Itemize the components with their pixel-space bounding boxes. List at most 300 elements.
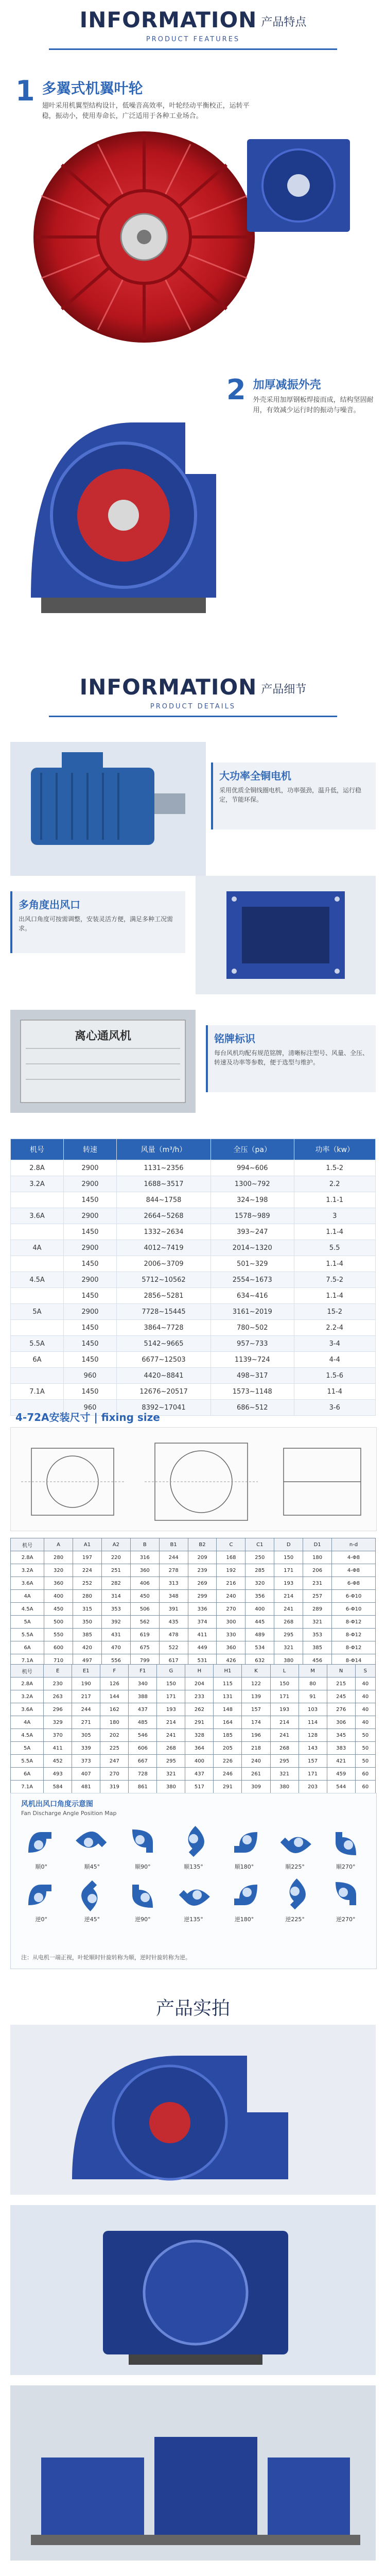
dimension-cell: 517 — [185, 1781, 214, 1793]
feature-1-desc: 翅叶采用机翼型结构设计，低噪音高效率，叶轮经动平衡校正，运转平稳，振动小，使用寿命长，广泛适用于各种工业场合。 — [42, 102, 250, 120]
perf-header-model: 机号 — [11, 1139, 64, 1160]
dimension-cell: 456 — [303, 1654, 332, 1667]
dimension-cell: 584 — [44, 1781, 72, 1793]
performance-cell: 2.2 — [294, 1176, 376, 1192]
dimension-cell: 400 — [185, 1755, 214, 1768]
fan-illustration-small — [226, 129, 376, 242]
dimension-cell: 185 — [214, 1729, 242, 1742]
dimension-cell: 217 — [72, 1690, 100, 1703]
features-header-title-cn: 产品特点 — [261, 15, 307, 29]
fan-orientation-icon — [176, 1877, 212, 1913]
performance-cell: 324~198 — [211, 1192, 294, 1208]
orientation-item — [270, 1877, 321, 1923]
performance-row — [11, 1320, 376, 1336]
performance-row — [11, 1160, 376, 1176]
outlet-illustration — [196, 876, 376, 994]
performance-cell: 3 — [294, 1208, 376, 1224]
performance-cell: 2900 — [64, 1240, 117, 1256]
dimension-cell: 345 — [327, 1729, 355, 1742]
dimension-header-cell: K — [242, 1665, 270, 1677]
dimension-cell: 205 — [214, 1742, 242, 1755]
fixing-size-title: 4-72A安装尺寸 | fixing size — [15, 1411, 160, 1423]
performance-cell: 994~606 — [211, 1160, 294, 1176]
dimension-cell: 271 — [72, 1716, 100, 1729]
performance-cell: 501~329 — [211, 1256, 294, 1272]
dimension-cell: 6A — [11, 1641, 44, 1654]
orientation-label: 逆45° — [84, 1916, 100, 1923]
dimension-cell: 340 — [129, 1677, 157, 1690]
dimension-cell: 250 — [245, 1551, 274, 1564]
dimension-cell: 240 — [242, 1755, 270, 1768]
perf-header-power: 功率（kw） — [294, 1139, 376, 1160]
dimension-cell: 143 — [299, 1742, 327, 1755]
dimension-cell: 40 — [355, 1703, 375, 1716]
dimension-cell: 103 — [299, 1703, 327, 1716]
performance-cell — [11, 1224, 64, 1240]
performance-cell: 844~1758 — [117, 1192, 211, 1208]
orientation-label: 顺270° — [336, 1863, 356, 1870]
dimension-cell: 180 — [100, 1716, 129, 1729]
feature-2-title: 加厚减振外壳 — [253, 379, 321, 392]
performance-row — [11, 1176, 376, 1192]
dimension-cell: 437 — [129, 1703, 157, 1716]
fan-orientation-icon — [74, 1877, 110, 1913]
detail-outlet-desc: 出风口角度可按需调整，安装灵活方便，满足多种工况需求。 — [19, 916, 173, 932]
performance-row — [11, 1272, 376, 1288]
dimension-cell: 295 — [157, 1755, 185, 1768]
perf-header-pressure: 全压（pa） — [211, 1139, 294, 1160]
dimension-row — [11, 1716, 376, 1729]
dimension-cell: 675 — [130, 1641, 159, 1654]
fan-orientation-icon — [125, 1877, 161, 1913]
nameplate-text: 离心通风机 — [74, 1030, 131, 1043]
performance-cell: 960 — [64, 1400, 117, 1416]
dimension-cell: 385 — [73, 1629, 102, 1641]
dimension-cell: 3.6A — [11, 1703, 44, 1716]
performance-cell: 1450 — [64, 1384, 117, 1400]
orientation-label: 逆180° — [234, 1916, 254, 1923]
dimension-cell: 193 — [274, 1577, 303, 1590]
dimension-cell: 380 — [157, 1781, 185, 1793]
dimension-cell: 241 — [274, 1603, 303, 1616]
orientation-label: 顺45° — [84, 1863, 100, 1870]
dimension-cell: 180 — [303, 1551, 332, 1564]
dimension-header-cell: D1 — [303, 1538, 332, 1551]
dimension-cell: 478 — [159, 1629, 188, 1641]
dimension-cell: 3.2A — [11, 1690, 44, 1703]
orientation-label: 顺90° — [135, 1863, 151, 1870]
fan-orientation-icon — [226, 1824, 262, 1860]
dimension-cell: 295 — [270, 1755, 299, 1768]
dimension-header-cell: 机号 — [11, 1665, 44, 1677]
performance-cell: 1450 — [64, 1224, 117, 1240]
dimension-row — [11, 1629, 376, 1641]
orientation-item — [67, 1824, 118, 1871]
dimension-cell: 270 — [217, 1603, 245, 1616]
fan-housing-photo — [15, 392, 232, 623]
dimension-cell: 150 — [274, 1551, 303, 1564]
details-header-titles — [80, 674, 307, 700]
orientation-label: 顺180° — [234, 1863, 254, 1870]
dimension-cell: 40 — [355, 1677, 375, 1690]
dimension-cell: 244 — [72, 1703, 100, 1716]
performance-cell — [11, 1288, 64, 1304]
dimension-header-cell: H1 — [214, 1665, 242, 1677]
dimension-cell: 420 — [73, 1641, 102, 1654]
dimension-cell: 407 — [72, 1768, 100, 1781]
dimension-cell: 353 — [303, 1629, 332, 1641]
dimension-header-cell: G — [157, 1665, 185, 1677]
performance-cell — [11, 1320, 64, 1336]
dimension-cell: 214 — [274, 1590, 303, 1603]
dimension-cell: 171 — [270, 1690, 299, 1703]
performance-cell: 5142~9665 — [117, 1336, 211, 1352]
dimension-cell: 546 — [129, 1729, 157, 1742]
dimension-cell: 204 — [185, 1677, 214, 1690]
dimension-cell: 220 — [101, 1551, 130, 1564]
perf-header-speed: 转速 — [64, 1139, 117, 1160]
performance-cell: 1688~3517 — [117, 1176, 211, 1192]
dimension-cell: 556 — [101, 1654, 130, 1667]
performance-cell: 780~502 — [211, 1320, 294, 1336]
dimension-cell: 192 — [217, 1564, 245, 1577]
dimension-cell: 171 — [157, 1690, 185, 1703]
dimension-cell: 522 — [159, 1641, 188, 1654]
dimension-cell: 4.5A — [11, 1603, 44, 1616]
dimension-cell: 300 — [217, 1616, 245, 1629]
performance-cell: 1450 — [64, 1336, 117, 1352]
performance-cell — [11, 1256, 64, 1272]
performance-cell: 3864~7728 — [117, 1320, 211, 1336]
dimension-table-1 — [10, 1538, 376, 1667]
orientation-item — [168, 1877, 219, 1923]
dimension-cell: 348 — [159, 1590, 188, 1603]
dimension-cell: 493 — [44, 1768, 72, 1781]
dimension-cell: 411 — [44, 1742, 72, 1755]
dimension-row — [11, 1690, 376, 1703]
dimension-cell: 431 — [101, 1629, 130, 1641]
fan-orientation-icon — [328, 1877, 364, 1913]
dimension-cell: 2.8A — [11, 1551, 44, 1564]
performance-cell: 1450 — [64, 1288, 117, 1304]
dimension-cell: 230 — [44, 1677, 72, 1690]
performance-cell: 393~247 — [211, 1224, 294, 1240]
dimension-cell: 131 — [214, 1690, 242, 1703]
performance-cell: 1.1-1 — [294, 1192, 376, 1208]
dimension-cell: 148 — [214, 1703, 242, 1716]
performance-row — [11, 1256, 376, 1272]
performance-cell: 7728~15445 — [117, 1304, 211, 1320]
dimension-table-1-header — [11, 1538, 376, 1551]
performance-cell: 2900 — [64, 1160, 117, 1176]
dimension-cell: 306 — [327, 1716, 355, 1729]
dimension-cell: 421 — [327, 1755, 355, 1768]
detail-nameplate — [206, 1025, 376, 1092]
dimension-cell: 40 — [355, 1716, 375, 1729]
perf-header-flow: 风量（m³/h） — [117, 1139, 211, 1160]
performance-cell: 3.6A — [11, 1208, 64, 1224]
dimension-cell: 193 — [157, 1703, 185, 1716]
performance-cell — [11, 1368, 64, 1384]
dimension-cell: 370 — [44, 1729, 72, 1742]
orientation-label: 逆225° — [285, 1916, 305, 1923]
performance-cell: 15-2 — [294, 1304, 376, 1320]
dimension-cell: 6-Φ8 — [332, 1577, 376, 1590]
orientation-section — [10, 1793, 377, 1969]
dimension-row — [11, 1641, 376, 1654]
dimension-cell: 411 — [188, 1629, 217, 1641]
orientation-label: 顺135° — [184, 1863, 203, 1870]
performance-cell: 4420~8841 — [117, 1368, 211, 1384]
orientation-label: 顺0° — [35, 1863, 48, 1870]
dimension-cell: 295 — [274, 1629, 303, 1641]
performance-cell: 2900 — [64, 1272, 117, 1288]
dimension-cell: 4A — [11, 1590, 44, 1603]
dimension-cell: 313 — [159, 1577, 188, 1590]
dimension-drawing-illustration — [11, 1428, 376, 1531]
dimension-cell: 632 — [245, 1654, 274, 1667]
fan-orientation-icon — [23, 1877, 59, 1913]
dimension-header-cell: L — [270, 1665, 299, 1677]
dimension-header-cell: A2 — [101, 1538, 130, 1551]
dimension-row — [11, 1590, 376, 1603]
dimension-cell: 268 — [274, 1616, 303, 1629]
performance-cell: 2900 — [64, 1176, 117, 1192]
fan-orientation-icon — [176, 1824, 212, 1860]
dimension-cell: 91 — [299, 1690, 327, 1703]
performance-cell: 5712~10562 — [117, 1272, 211, 1288]
dimension-cell: 247 — [100, 1755, 129, 1768]
dimension-cell: 244 — [159, 1551, 188, 1564]
performance-cell: 2.2-4 — [294, 1320, 376, 1336]
dimension-cell: 5.5A — [11, 1755, 44, 1768]
dimension-row — [11, 1603, 376, 1616]
performance-cell: 6677~12503 — [117, 1352, 211, 1368]
orientation-item — [16, 1824, 67, 1871]
performance-cell: 1300~792 — [211, 1176, 294, 1192]
dimension-cell: 619 — [130, 1629, 159, 1641]
dimension-cell: 459 — [327, 1768, 355, 1781]
dimension-cell: 282 — [101, 1577, 130, 1590]
dimension-cell: 114 — [299, 1716, 327, 1729]
dimension-cell: 296 — [44, 1703, 72, 1716]
performance-table-body — [11, 1160, 376, 1416]
features-header — [0, 0, 386, 57]
dimension-header-cell: M — [299, 1665, 327, 1677]
dimension-cell: 8-Φ12 — [332, 1616, 376, 1629]
dimension-cell: 617 — [159, 1654, 188, 1667]
dimension-header-cell: C — [217, 1538, 245, 1551]
dimension-cell: 216 — [217, 1577, 245, 1590]
feature-1-text — [42, 77, 262, 122]
orientation-item — [219, 1824, 270, 1871]
performance-cell: 2.8A — [11, 1160, 64, 1176]
dimension-cell: 60 — [355, 1781, 375, 1793]
dimension-cell: 339 — [72, 1742, 100, 1755]
performance-table — [10, 1139, 376, 1416]
dimension-cell: 489 — [245, 1629, 274, 1641]
dimension-cell: 360 — [217, 1641, 245, 1654]
fan-orientation-icon — [125, 1824, 161, 1860]
dimension-row — [11, 1677, 376, 1690]
fan-orientation-icon — [328, 1824, 364, 1860]
dimension-cell: 280 — [73, 1590, 102, 1603]
dimension-cell: 450 — [130, 1590, 159, 1603]
dimension-cell: 150 — [157, 1677, 185, 1690]
dimension-cell: 225 — [100, 1742, 129, 1755]
dimension-header-cell: H — [185, 1665, 214, 1677]
fan-orientation-icon — [74, 1824, 110, 1860]
dimension-cell: 380 — [270, 1781, 299, 1793]
fan-orientation-icon — [277, 1877, 313, 1913]
dimension-cell: 319 — [100, 1781, 129, 1793]
dimension-cell: 321 — [274, 1641, 303, 1654]
performance-cell: 2664~5268 — [117, 1208, 211, 1224]
dimension-cell: 174 — [242, 1716, 270, 1729]
product-photo-2-illustration — [10, 2205, 376, 2375]
dimension-cell: 799 — [130, 1654, 159, 1667]
dimension-cell: 150 — [270, 1677, 299, 1690]
dimension-cell: 321 — [270, 1768, 299, 1781]
dimension-cell: 233 — [185, 1690, 214, 1703]
detail-motor — [211, 762, 376, 829]
dimension-table-1-body — [11, 1551, 376, 1667]
dimension-cell: 305 — [72, 1729, 100, 1742]
dimension-cell: 426 — [217, 1654, 245, 1667]
dimension-cell: 667 — [129, 1755, 157, 1768]
dimension-cell: 728 — [129, 1768, 157, 1781]
dimension-cell: 350 — [73, 1616, 102, 1629]
dimension-cell: 314 — [101, 1590, 130, 1603]
orientation-label: 逆0° — [35, 1916, 48, 1923]
dimension-row — [11, 1577, 376, 1590]
dimension-cell: 449 — [188, 1641, 217, 1654]
dimension-cell: 268 — [270, 1742, 299, 1755]
dimension-cell: 269 — [188, 1577, 217, 1590]
dimension-cell: 500 — [44, 1616, 73, 1629]
dimension-cell: 263 — [44, 1690, 72, 1703]
dimension-cell: 321 — [157, 1768, 185, 1781]
dimension-cell: 289 — [303, 1603, 332, 1616]
performance-cell: 11-4 — [294, 1384, 376, 1400]
dimension-cell: 226 — [214, 1755, 242, 1768]
dimension-cell: 316 — [130, 1551, 159, 1564]
features-header-title-en: INFORMATION — [79, 7, 257, 32]
performance-row — [11, 1304, 376, 1320]
dimension-cell: 531 — [188, 1654, 217, 1667]
orientation-title-en: Fan Discharge Angle Position Map — [21, 1810, 117, 1817]
dimension-cell: 606 — [129, 1742, 157, 1755]
performance-cell: 8392~17041 — [117, 1400, 211, 1416]
orientation-item — [168, 1824, 219, 1871]
feature-1-title: 多翼式机翼叶轮 — [42, 80, 143, 97]
dimension-cell: 197 — [73, 1551, 102, 1564]
performance-row — [11, 1384, 376, 1400]
dimension-cell: 246 — [214, 1768, 242, 1781]
orientation-item — [219, 1877, 270, 1923]
details-header-subtitle: PRODUCT DETAILS — [150, 702, 236, 710]
orientation-item — [320, 1824, 371, 1871]
performance-cell: 2006~3709 — [117, 1256, 211, 1272]
details-header-title-en: INFORMATION — [79, 674, 257, 700]
dimension-cell: 861 — [129, 1781, 157, 1793]
performance-cell: 2900 — [64, 1304, 117, 1320]
orientation-item — [320, 1877, 371, 1923]
detail-nameplate-desc: 每台风机均配有规范铭牌，清晰标注型号、风量、全压、转速及功率等参数，便于选型与维护。 — [214, 1049, 369, 1066]
dimension-table-2-header — [11, 1665, 376, 1677]
performance-cell: 5.5 — [294, 1240, 376, 1256]
dimension-cell: 4-Φ8 — [332, 1551, 376, 1564]
dimension-cell: 285 — [245, 1564, 274, 1577]
dimension-cell: 336 — [188, 1603, 217, 1616]
orientation-grid — [16, 1824, 371, 1923]
dimension-cell: 257 — [303, 1590, 332, 1603]
product-photo-2 — [10, 2205, 376, 2375]
dimension-cell: 190 — [72, 1677, 100, 1690]
dimension-cell: 481 — [72, 1781, 100, 1793]
orientation-item — [67, 1877, 118, 1923]
performance-cell: 2856~5281 — [117, 1288, 211, 1304]
dimension-cell: 80 — [299, 1677, 327, 1690]
dimension-row — [11, 1564, 376, 1577]
header-divider — [49, 48, 337, 50]
dimension-drawing — [10, 1427, 377, 1531]
performance-row — [11, 1288, 376, 1304]
dimension-row — [11, 1755, 376, 1768]
orientation-label: 逆135° — [184, 1916, 203, 1923]
dimension-cell: 400 — [44, 1590, 73, 1603]
dimension-cell: 450 — [44, 1603, 73, 1616]
dimension-header-cell: E — [44, 1665, 72, 1677]
performance-cell: 12676~20517 — [117, 1384, 211, 1400]
dimension-cell: 262 — [185, 1703, 214, 1716]
performance-cell: 1131~2356 — [117, 1160, 211, 1176]
dimension-cell: 6-Φ10 — [332, 1590, 376, 1603]
dimension-header-cell: N — [327, 1665, 355, 1677]
dimension-header-cell: B1 — [159, 1538, 188, 1551]
performance-cell: 1332~2634 — [117, 1224, 211, 1240]
dimension-cell: 60 — [355, 1768, 375, 1781]
product-photo-3 — [10, 2385, 376, 2561]
dimension-cell: 383 — [327, 1742, 355, 1755]
dimension-cell: 330 — [217, 1629, 245, 1641]
product-photo-1 — [10, 2025, 376, 2195]
header-divider-2 — [49, 716, 337, 717]
dimension-cell: 550 — [44, 1629, 73, 1641]
dimension-cell: 391 — [159, 1603, 188, 1616]
product-photo-1-illustration — [10, 2025, 376, 2195]
dimension-cell: 320 — [44, 1564, 73, 1577]
dimension-cell: 562 — [130, 1616, 159, 1629]
feature-1 — [15, 77, 262, 122]
dimension-cell: 240 — [217, 1590, 245, 1603]
features-header-subtitle: PRODUCT FEATURES — [146, 35, 240, 43]
orientation-label: 逆270° — [336, 1916, 356, 1923]
dimension-row — [11, 1768, 376, 1781]
motor-illustration — [10, 742, 206, 876]
dimension-cell: 4A — [11, 1716, 44, 1729]
dimension-cell: 328 — [185, 1729, 214, 1742]
feature-2-text — [253, 376, 376, 416]
dimension-cell: 214 — [270, 1716, 299, 1729]
details-header-title-cn: 产品细节 — [261, 683, 307, 696]
dimension-header-cell: n-d — [332, 1538, 376, 1551]
performance-cell: 1.1-4 — [294, 1288, 376, 1304]
dimension-cell: 278 — [159, 1564, 188, 1577]
dimension-cell: 215 — [327, 1677, 355, 1690]
performance-cell: 4A — [11, 1240, 64, 1256]
dimension-cell: 406 — [130, 1577, 159, 1590]
